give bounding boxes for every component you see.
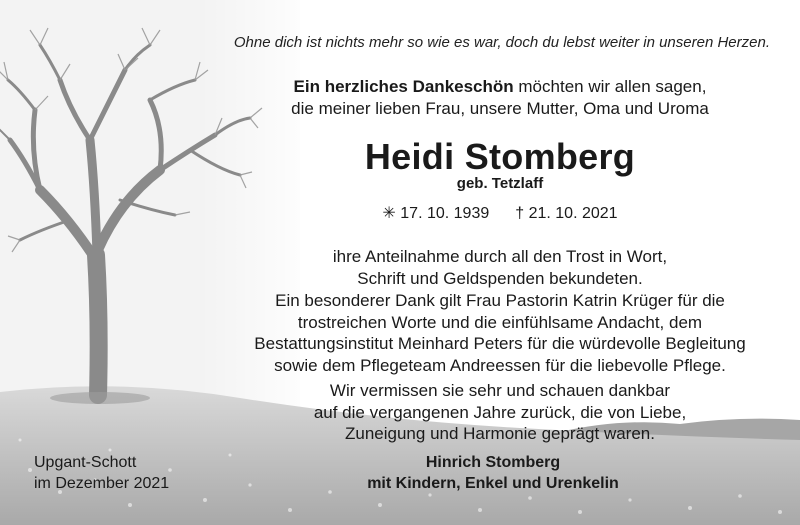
text-line: Schrift und Geldspenden bekundeten. [357,268,643,288]
text-line: Wir vermissen sie sehr und schauen dankbar [329,381,671,400]
intro-line-2: die meiner lieben Frau, unsere Mutter, Oma und Uroma [291,99,709,118]
text-line: sowie dem Pflegeteam Andreessen für die liebevolle Pflege. [274,355,726,375]
text-line: Zuneigung und Harmonie geprägt waren. [345,424,655,443]
text-line: trostreichen Worte und die einfühlsame Andacht, dem [297,312,703,332]
place-and-date [34,452,169,494]
date-line: im Dezember 2021 [34,475,170,492]
text-line: Bestattungsinstitut Meinhard Peters für die würdevolle Begleitung [254,334,746,353]
signature-name: Hinrich Stomberg [425,454,561,471]
paragraph-remembrance [200,380,800,445]
deceased-name: Heidi Stomberg [364,136,636,177]
text-line: ihre Anteilnahme durch all den Trost in Wort, [332,247,668,266]
paragraph-sympathy [200,246,800,289]
motto-line: Ohne dich ist nichts mehr so wie es war, doch du lebst weiter in unseren Herzen. [233,34,770,51]
place-line: Upgant-Schott [34,454,137,471]
life-dates [200,204,800,224]
signature [333,452,653,494]
intro-bold: Ein herzliches Dankeschön [293,77,514,96]
death-date: † 21. 10. 2021 [515,205,618,222]
text-line: Ein besonderer Dank gilt Frau Pastorin Katrin Krüger für die [275,291,725,310]
text-line: auf die vergangenen Jahre zurück, die von Liebe, [313,402,687,422]
maiden-name: geb. Tetzlaff [456,175,544,192]
paragraph-special-thanks [200,290,800,376]
intro-rest: möchten wir allen sagen, [513,77,707,96]
signature-family: mit Kindern, Enkel und Urenkelin [367,475,619,492]
intro-text [200,76,800,120]
birth-date: ✳ 17. 10. 1939 [382,205,490,222]
